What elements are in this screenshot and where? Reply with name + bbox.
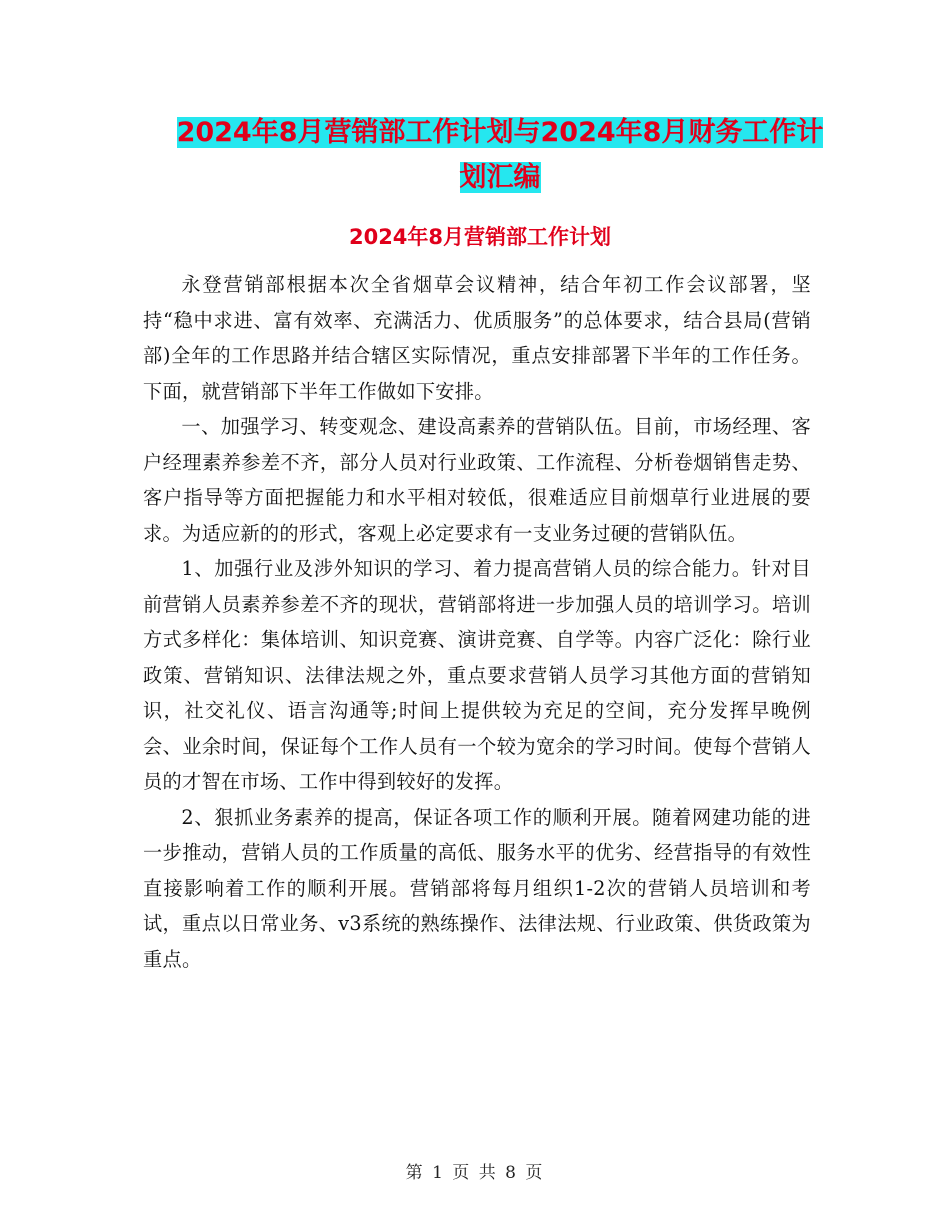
- title-line-1: 2024年8月营销部工作计划与2024年8月财务工作计: [176, 117, 824, 148]
- paragraph-item-1: 1、加强行业及涉外知识的学习、着力提高营销人员的综合能力。针对目前营销人员素养参差不齐的现状，营销部将进一步加强人员的培训学习。培训方式多样化：集体培训、知识竞赛、演讲竞赛、自学等。内容广泛化：除行业政策、营销知识、法律法规之外，重点要求营销人员学习其他方面的营销知识，社交礼仪、语言沟通等;时间上提供较为充足的空间，充分发挥早晚例会、业余时间，保证每个工作人员有一个较为宽余的学习时间。使每个营销人员的才智在市场、工作中得到较好的发挥。: [143, 557, 811, 793]
- title-line-2: 划汇编: [459, 162, 541, 193]
- page-footer: 第 1 页 共 8 页: [405, 1163, 545, 1183]
- document-title: [140, 110, 860, 200]
- document-body: [143, 267, 811, 977]
- section-title: 2024年8月营销部工作计划: [348, 225, 612, 249]
- paragraph-point-1: 一、加强学习、转变观念、建设高素养的营销队伍。目前，市场经理、客户经理素养参差不齐，部分人员对行业政策、工作流程、分析卷烟销售走势、客户指导等方面把握能力和水平相对较低，很难适应目前烟草行业进展的要求。为适应新的的形式，客观上必定要求有一支业务过硬的营销队伍。: [143, 415, 811, 545]
- paragraph-intro: 永登营销部根据本次全省烟草会议精神，结合年初工作会议部署，坚持“稳中求进、富有效率、充满活力、优质服务”的总体要求，结合县局(营销部)全年的工作思路并结合辖区实际情况，重点安排部署下半年的工作任务。下面，就营销部下半年工作做如下安排。: [143, 273, 811, 403]
- paragraph-item-2: 2、狠抓业务素养的提高，保证各项工作的顺利开展。随着网建功能的进一步推动，营销人员的工作质量的高低、服务水平的优劣、经营指导的有效性直接影响着工作的顺利开展。营销部将每月组织1-2次的营销人员培训和考试，重点以日常业务、v3系统的熟练操作、法律法规、行业政策、供货政策为重点。: [143, 805, 811, 971]
